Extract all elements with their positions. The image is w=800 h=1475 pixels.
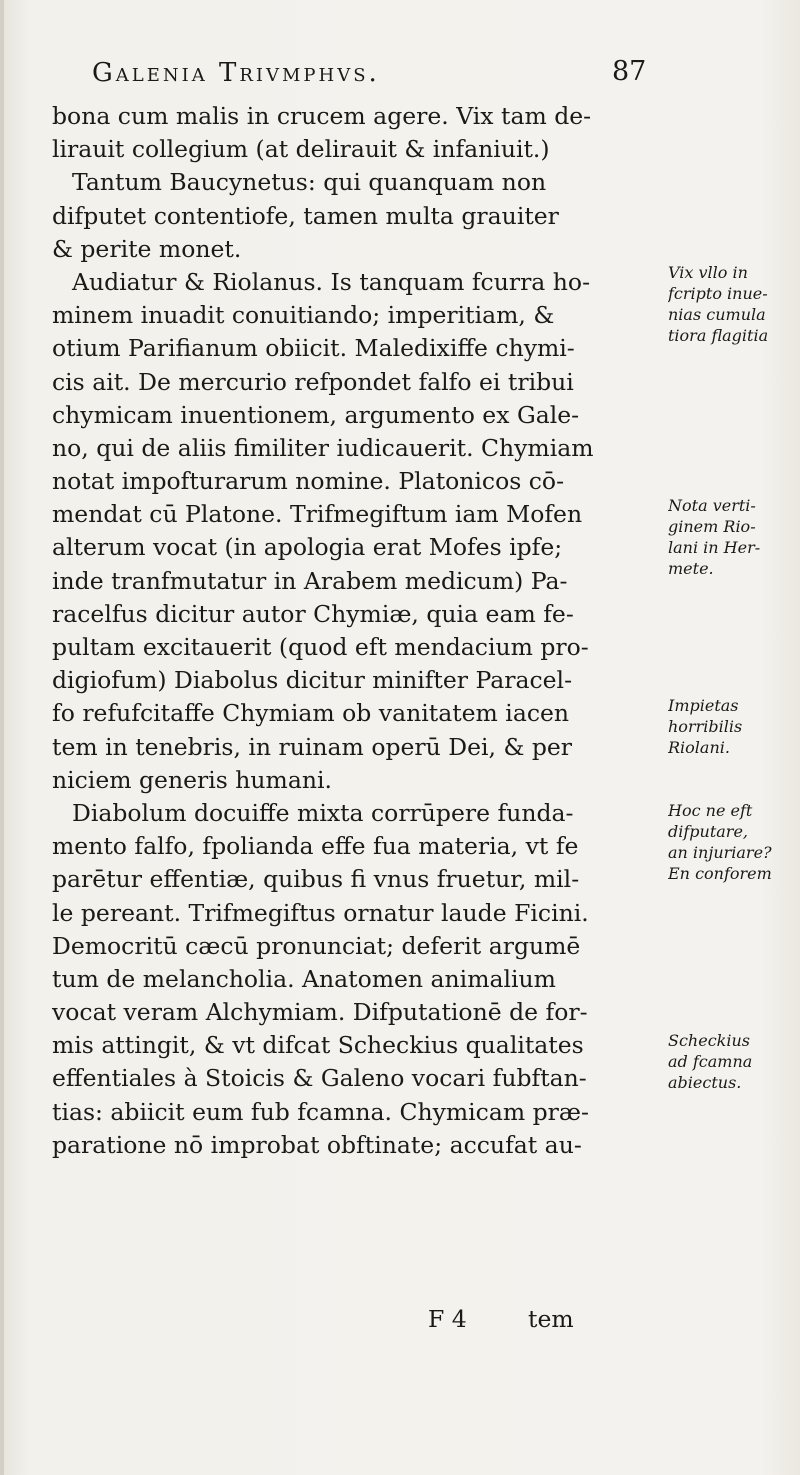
text-line: mis attingit, & vt difcat Scheckius qualitates: [52, 1031, 584, 1060]
text-line: tias: abiicit eum fub fcamna. Chymicam præ-: [52, 1097, 589, 1126]
text-line: racelfus dicitur autor Chymiæ, quia eam fe-: [52, 599, 574, 628]
text-line: no, qui de aliis fimiliter iudicauerit. Chymiam: [52, 433, 594, 462]
margin-note: [668, 695, 798, 758]
text-line: Tantum Baucynetus: qui quanquam non: [72, 168, 547, 197]
margin-note-line: abiectus.: [668, 1073, 742, 1092]
text-line: minem inuadit conuitiando; imperitiam, &: [52, 301, 555, 330]
text-line: pultam excitauerit (quod eft mendacium pro-: [52, 633, 589, 661]
margin-note-line: Scheckius: [668, 1031, 750, 1050]
text-line: fo refufcitaffe Chymiam ob vanitatem iacen: [52, 699, 570, 728]
signature-mark: F 4: [428, 1305, 467, 1333]
margin-note-line: tiora flagitia: [668, 326, 769, 345]
margin-note-line: Hoc ne eft: [668, 801, 753, 820]
text-line: le pereant. Trifmegiftus ornatur laude Ficini.: [52, 898, 589, 927]
text-line: Audiatur & Riolanus. Is tanquam fcurra ho-: [72, 267, 591, 296]
margin-note-line: an injuriare?: [668, 843, 772, 862]
text-line: mento falfo, fpolianda effe fua materia, vt fe: [52, 832, 579, 861]
margin-note-line: Impietas: [668, 696, 739, 715]
margin-note-line: Nota verti-: [668, 496, 756, 515]
margin-note-line: fcripto inue-: [668, 284, 768, 303]
text-line: lirauit collegium (at delirauit & infaniuit.): [52, 135, 550, 164]
text-line: inde tranfmutatur in Arabem medicum) Pa-: [52, 566, 568, 595]
text-line: & perite monet.: [52, 234, 242, 263]
text-line: parētur effentiæ, quibus fi vnus fruetur, mil-: [52, 865, 580, 894]
margin-note-line: mete.: [668, 559, 714, 578]
text-line: chymicam inuentionem, argumento ex Gale-: [52, 400, 580, 429]
margin-note-line: ginem Rio-: [668, 517, 756, 536]
text-line: effentiales à Stoicis & Galeno vocari fubftan-: [52, 1064, 587, 1093]
margin-note-line: ad fcamna: [668, 1052, 753, 1071]
margin-note-line: lani in Her-: [668, 538, 761, 557]
text-line: digiofum) Diabolus dicitur minifter Paracel-: [52, 666, 573, 695]
margin-note: [668, 800, 798, 884]
margin-note: [668, 495, 798, 579]
running-title: Galenia Trivmphvs.: [92, 58, 380, 88]
text-line: Democritū cæcū pronunciat; deferit argumē: [52, 931, 581, 960]
text-line: tum de melancholia. Anatomen animalium: [52, 964, 556, 993]
text-line: alterum vocat (in apologia erat Mofes ipfe;: [52, 533, 563, 562]
text-line: Diabolum docuiffe mixta corrūpere funda-: [72, 798, 574, 827]
text-line: notat impofturarum nomine. Platonicos cō-: [52, 467, 565, 496]
margin-note-line: difputare,: [668, 822, 748, 841]
margin-note-line: horribilis: [668, 717, 743, 736]
margin-note-line: Vix vllo in: [668, 263, 748, 282]
page-number: 87: [612, 56, 647, 87]
margin-note: [668, 1030, 798, 1093]
text-line: bona cum malis in crucem agere. Vix tam de-: [52, 102, 592, 130]
text-line: vocat veram Alchymiam. Difputationē de for-: [52, 998, 588, 1027]
page-edge: [0, 0, 4, 1475]
margin-note-line: Riolani.: [668, 738, 730, 757]
margin-note-line: nias cumula: [668, 305, 766, 324]
text-line: niciem generis humani.: [52, 765, 332, 794]
body-text: [52, 100, 642, 1162]
catchword: tem: [528, 1305, 574, 1333]
margin-note: [668, 262, 798, 346]
text-line: mendat cū Platone. Trifmegiftum iam Mofen: [52, 500, 583, 529]
text-line: otium Parifianum obiicit. Maledixiffe chymi-: [52, 334, 575, 363]
margin-note-line: En conforem: [668, 864, 772, 883]
text-line: difputet contentiofe, tamen multa grauiter: [52, 201, 559, 230]
text-line: tem in tenebris, in ruinam operū Dei, & per: [52, 732, 573, 761]
text-line: paratione nō improbat obftinate; accufat au-: [52, 1130, 582, 1159]
text-line: cis ait. De mercurio refpondet falfo ei tribui: [52, 367, 574, 396]
